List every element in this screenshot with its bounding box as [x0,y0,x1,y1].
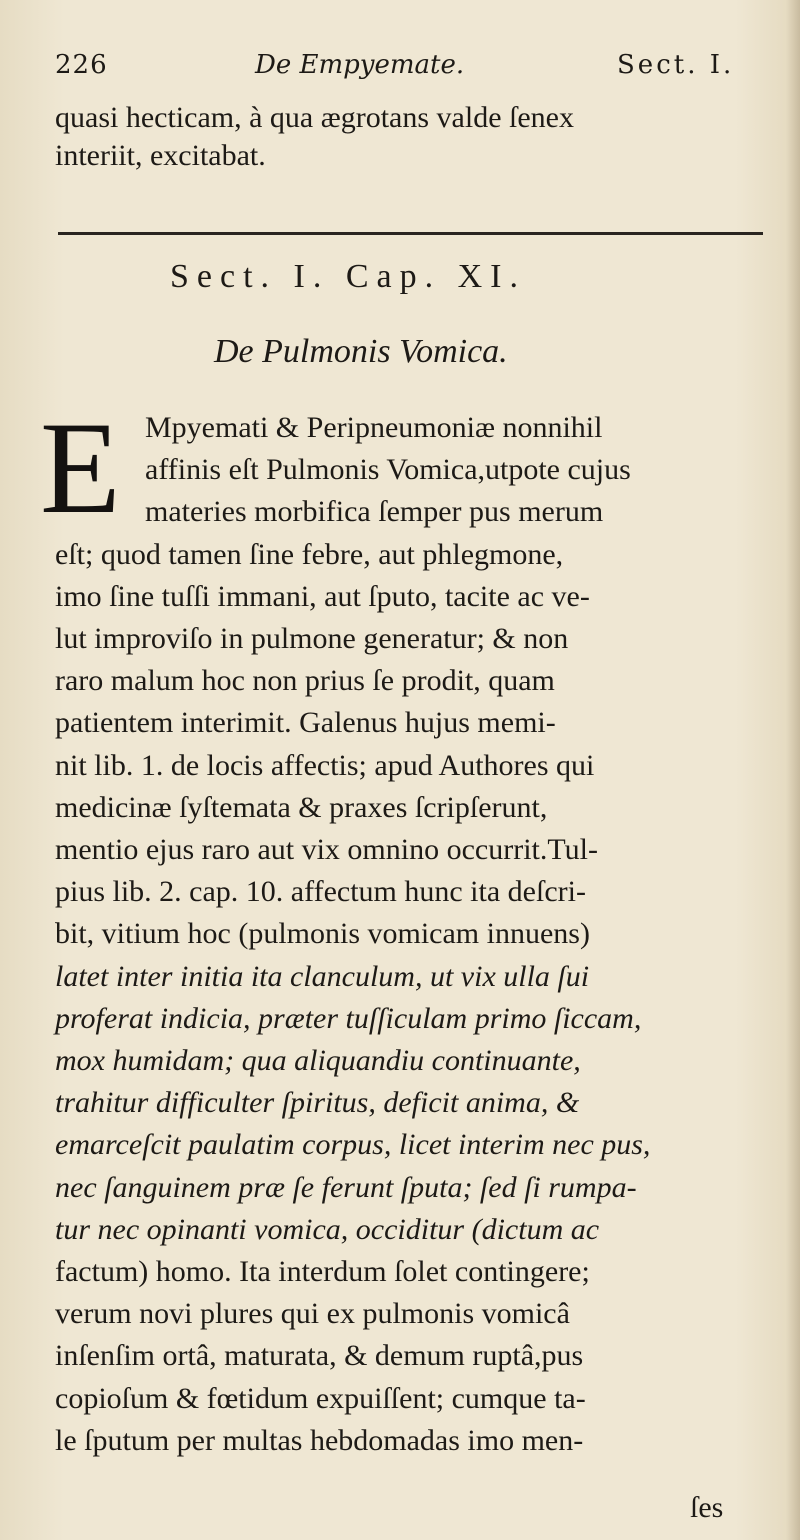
body-line: lut improviſo in pulmone generatur; & non [55,622,569,655]
body-line: factum) homo. Ita interdum ſolet contingere; [55,1255,590,1288]
body-line: nec ſanguinem præ ſe ferunt ſputa; ſed ſi rumpa- [55,1171,637,1204]
body-line: mox humidam; qua aliquandiu continuante, [55,1044,581,1077]
body-line: emarceſcit paulatim corpus, licet interim nec pus, [55,1128,651,1161]
section-mark: Sect. I. [617,50,735,80]
page-header [55,50,775,90]
page-edge-shadow [786,0,800,1540]
body-line: materies morbifica ſemper pus merum [145,495,604,528]
body-line: bit, vitium hoc (pulmonis vomicam innuens) [55,917,590,950]
body-line: inſenſim ortâ, maturata, & demum ruptâ,pus [55,1339,584,1372]
body-line: nit lib. 1. de locis affectis; apud Authores qui [55,749,595,782]
chapter-title: De Pulmonis Vomica. [214,333,508,370]
body-line: pius lib. 2. cap. 10. affectum hunc ita deſcri- [55,875,586,908]
page-number: 226 [55,50,108,80]
body-line: eſt; quod tamen ſine febre, aut phlegmone, [55,538,564,571]
body-line: patientem interimit. Galenus hujus memi- [55,706,556,739]
drop-cap-initial: E [40,394,121,541]
body-line: verum novi plures qui ex pulmonis vomicâ [55,1297,570,1330]
body-line: affinis eſt Pulmonis Vomica,utpote cujus [145,453,631,486]
horizontal-rule [58,232,763,235]
body-line: imo ſine tuſſi immani, aut ſputo, tacite ac ve- [55,580,590,613]
body-line: Mpyemati & Peripneumoniæ nonnihil [145,411,603,444]
top-line: interiit, excitabat. [55,139,266,172]
body-line: mentio ejus raro aut vix omnino occurrit.Tul- [55,833,598,866]
body-line: proferat indicia, præter tuſſiculam primo ſiccam, [55,1002,642,1035]
body-line: le ſputum per multas hebdomadas imo men- [55,1424,584,1457]
chapter-heading: Sect. I. Cap. XI. [170,258,527,295]
body-line: latet inter initia ita clanculum, ut vix ulla ſui [55,960,590,993]
body-line: copioſum & fœtidum expuiſſent; cumque ta- [55,1382,586,1415]
body-line: trahitur difficulter ſpiritus, deficit anima, & [55,1086,580,1119]
body-line: raro malum hoc non prius ſe prodit, quam [55,664,555,697]
running-title: De Empyemate. [255,50,465,80]
catchword: ſes [690,1491,724,1524]
body-line: medicinæ ſyſtemata & praxes ſcripſerunt, [55,791,548,824]
body-line: tur nec opinanti vomica, occiditur (dictum ac [55,1213,600,1246]
top-line: quasi hecticam, à qua ægrotans valde ſenex [55,101,574,134]
